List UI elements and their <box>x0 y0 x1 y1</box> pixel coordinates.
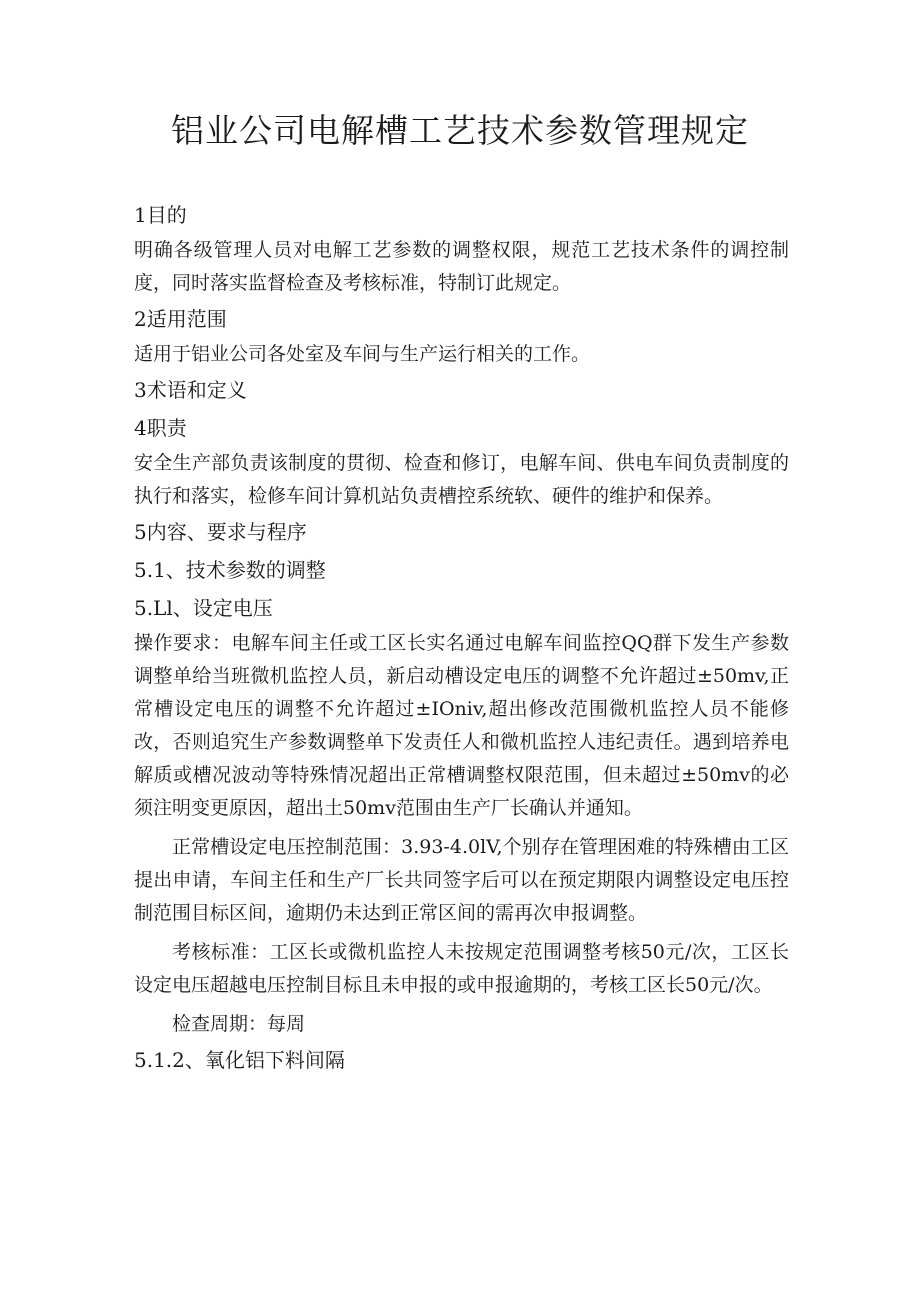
subsection-heading-5-1: 5.1、技术参数的调整 <box>134 558 326 582</box>
section-heading-scope: 2适用范围 <box>134 307 227 331</box>
subsection-heading-5-1-2: 5.1.2、氧化铝下料间隔 <box>134 1048 345 1072</box>
section-heading-content: 5内容、要求与程序 <box>134 520 307 544</box>
document-body <box>134 196 789 1079</box>
paragraph-inspection-cycle: 检查周期：每周 <box>172 1013 306 1035</box>
subsection-heading-5-1-1: 5.Ll、设定电压 <box>134 596 273 620</box>
section-heading-terms: 3术语和定义 <box>134 378 247 402</box>
paragraph-duties: 安全生产部负责该制度的贯彻、检查和修订，电解车间、供电车间负责制度的执行和落实，检修车间计算机站负责槽控系统软、硬件的维护和保养。 <box>134 452 789 507</box>
section-heading-purpose: 1目的 <box>134 203 187 227</box>
paragraph-scope: 适用于铝业公司各处室及车间与生产运行相关的工作。 <box>134 343 591 365</box>
paragraph-purpose: 明确各级管理人员对电解工艺参数的调整权限，规范工艺技术条件的调控制度，同时落实监督检查及考核标准，特制订此规定。 <box>134 239 789 294</box>
paragraph-voltage-range: 正常槽设定电压控制范围：3.93-4.0lV,个别存在管理困难的特殊槽由工区提出申请，车间主任和生产厂长共同签字后可以在预定期限内调整设定电压控制范围目标区间，逾期仍未达到正常区间的需再次申报调整。 <box>134 836 789 924</box>
paragraph-assessment-standard: 考核标准：工区长或微机监控人未按规定范围调整考核50元/次，工区长设定电压超越电压控制目标且未申报的或申报逾期的，考核工区长50元/次。 <box>134 941 789 996</box>
paragraph-operation-requirements: 操作要求：电解车间主任或工区长实名通过电解车间监控QQ群下发生产参数调整单给当班微机监控人员，新启动槽设定电压的调整不允许超过±50mv,正常槽设定电压的调整不允许超过±IOniv,超出修改范围微机监控人员不能修改，否则追究生产参数调整单下发责任人和微机监控人违纪责任。遇到培养电解质或槽况波动等特殊情况超出正常槽调整权限范围，但未超过±50mv的必须注明变更原因，超出土50mv范围由生产厂长确认并通知。 <box>134 632 789 819</box>
document-title: 铝业公司电解槽工艺技术参数管理规定 <box>171 111 749 150</box>
section-heading-duties: 4职责 <box>134 416 187 440</box>
